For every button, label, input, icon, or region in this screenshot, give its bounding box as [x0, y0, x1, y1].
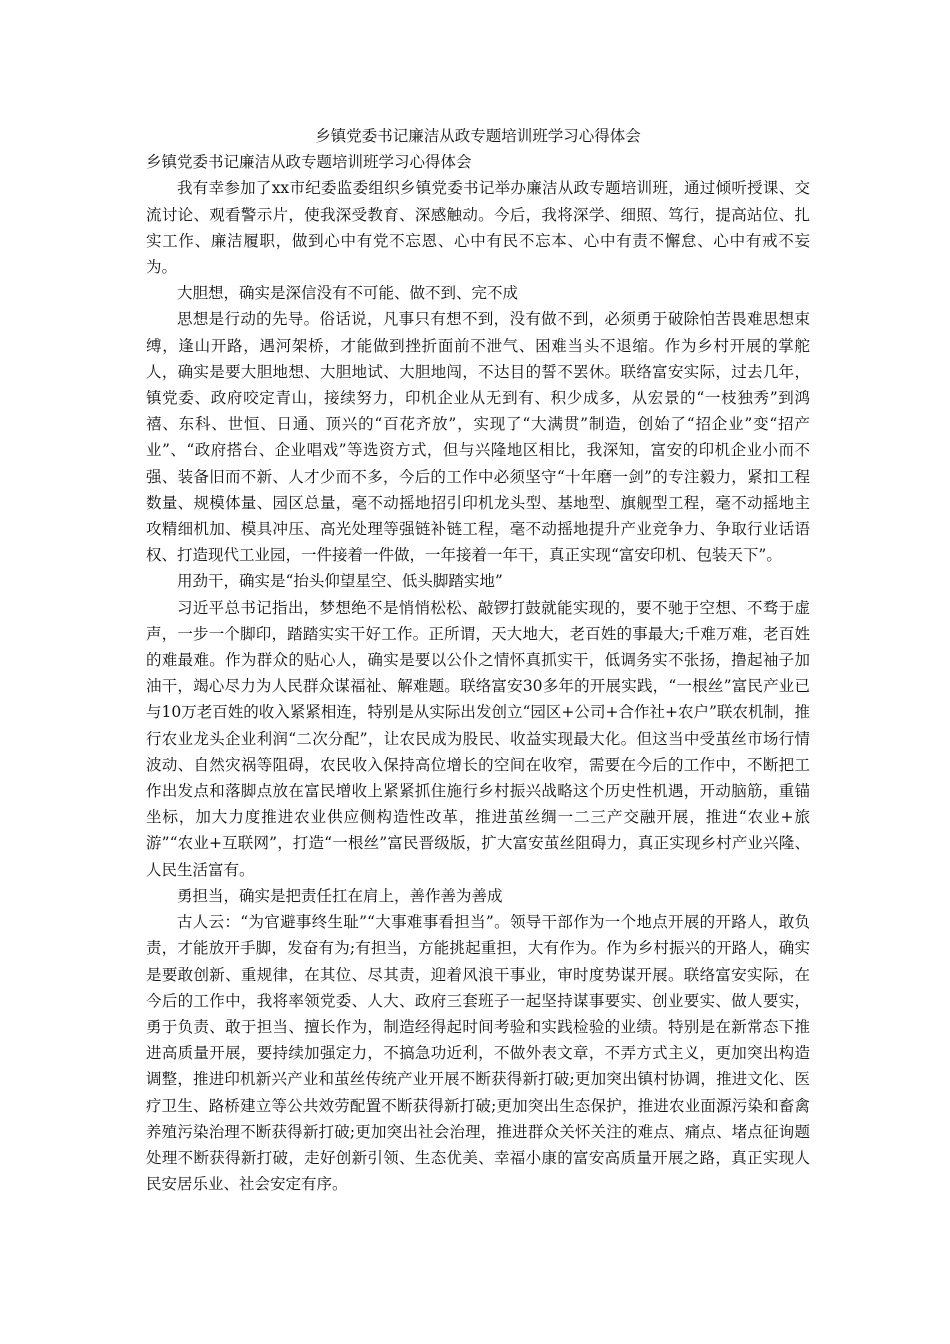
- section-heading-take-responsibility: 勇担当，确实是把责任扛在肩上，善作善为善成: [177, 886, 503, 905]
- section-heading-work-hard: 用劲干，确实是“抬头仰望星空、低头脚踏实地”: [177, 572, 503, 591]
- document-subtitle: 乡镇党委书记廉洁从政专题培训班学习心得体会: [146, 153, 472, 172]
- document-body: [146, 123, 810, 1197]
- section-heading-think-boldly: 大胆想，确实是深信没有不可能、做不到、完不成: [177, 284, 519, 303]
- document-title: 乡镇党委书记廉洁从政专题培训班学习心得体会: [315, 127, 641, 145]
- paragraph-think-boldly: 思想是行动的先导。俗话说，凡事只有想不到，没有做不到，必须勇于破除怕苦畏难思想束缚，逢山开路，遇河架桥，才能做到挫折面前不泄气、困难当头不退缩。作为乡村开展的掌舵人，确实是要大胆地想、大胆地试、大胆地闯，不达目的誓不罢休。联络富安实际，过去几年，镇党委、政府咬定青山，接续努力，印机企业从无到有、积少成多，从宏景的“一枝独秀”到鸿禧、东科、世恒、日通、顶兴的“百花齐放”，实现了“大满贯”制造，创始了“招企业”变“招产业”、“政府搭台、企业唱戏”等选资方式，但与兴隆地区相比，我深知，富安的印机企业小而不强、装备旧而不新、人才少而不多，今后的工作中必须坚守“十年磨一剑”的专注毅力，紧扣工程数量、规模体量、园区总量，毫不动摇地招引印机龙头型、基地型、旗舰型工程，毫不动摇地主攻精细机加、模具冲压、高光处理等强链补链工程，毫不动摇地提升产业竞争力、争取行业话语权、打造现代工业园，一件接着一件做，一年接着一年干，真正实现“富安印机、包装天下”。: [146, 310, 810, 565]
- paragraph-intro: 我有幸参加了xx市纪委监委组织乡镇党委书记举办廉洁从政专题培训班，通过倾听授课、交流讨论、观看警示片，使我深受教育、深感触动。今后，我将深学、细照、笃行，提高站位、扎实工作、廉洁履职，做到心中有党不忘恩、心中有民不忘本、心中有责不懈怠、心中有戒不妄为。: [146, 179, 810, 277]
- paragraph-take-responsibility: 古人云：“为官避事终生耻”“大事难事看担当”。领导干部作为一个地点开展的开路人，敢负责，才能放开手脚，发奋有为;有担当，方能挑起重担，大有作为。作为乡村振兴的开路人，确实是要敢创新、重规律，在其位、尽其责，迎着风浪干事业，审时度势谋开展。联络富安实际，在今后的工作中，我将率领党委、人大、政府三套班子一起坚持谋事要实、创业要实、做人要实，勇于负责、敢于担当、擅长作为，制造经得起时间考验和实践检验的业绩。特别是在新常态下推进高质量开展，要持续加强定力，不搞急功近利，不做外表文章，不弄方式主义，更加突出构造调整，推进印机新兴产业和茧丝传统产业开展不断获得新打破;更加突出镇村协调，推进文化、医疗卫生、路桥建立等公共效劳配置不断获得新打破;更加突出生态保护，推进农业面源污染和畜禽养殖污染治理不断获得新打破;更加突出社会治理，推进群众关怀关注的难点、痛点、堵点征询题处理不断获得新打破，走好创新引领、生态优美、幸福小康的富安高质量开展之路，真正实现人民安居乐业、社会安定有序。: [146, 913, 810, 1194]
- paragraph-work-hard: 习近平总书记指出，梦想绝不是悄悄松松、敲锣打鼓就能实现的，要不驰于空想、不骛于虚声，一步一个脚印，踏踏实实干好工作。正所谓，天大地大，老百姓的事最大;千难万难，老百姓的难最难。作为群众的贴心人，确实是要以公仆之情怀真抓实干，低调务实不张扬，撸起袖子加油干，竭心尽力为人民群众谋福祉、解难题。联络富安30多年的开展实践，“一根丝”富民产业已与10万老百姓的收入紧紧相连，特别是从实际出发创立“园区+公司+合作社+农户”联农机制，推行农业龙头企业利润“二次分配”，让农民成为股民、收益实现最大化。但这当中受茧丝市场行情波动、自然灾祸等阻碍，农民收入保持高位增长的空间在收窄，需要在今后的工作中，不断把工作出发点和落脚点放在富民增收上紧紧抓住施行乡村振兴战略这个历史性机遇，开动脑筋，重锚坐标，加大力度推进农业供应侧构造性改革，推进茧丝绸一二三产交融开展，推进“农业+旅游”“农业+互联网”，打造“一根丝”富民晋级版，扩大富安茧丝阻碍力，真正实现乡村产业兴隆、人民生活富有。: [146, 598, 810, 879]
